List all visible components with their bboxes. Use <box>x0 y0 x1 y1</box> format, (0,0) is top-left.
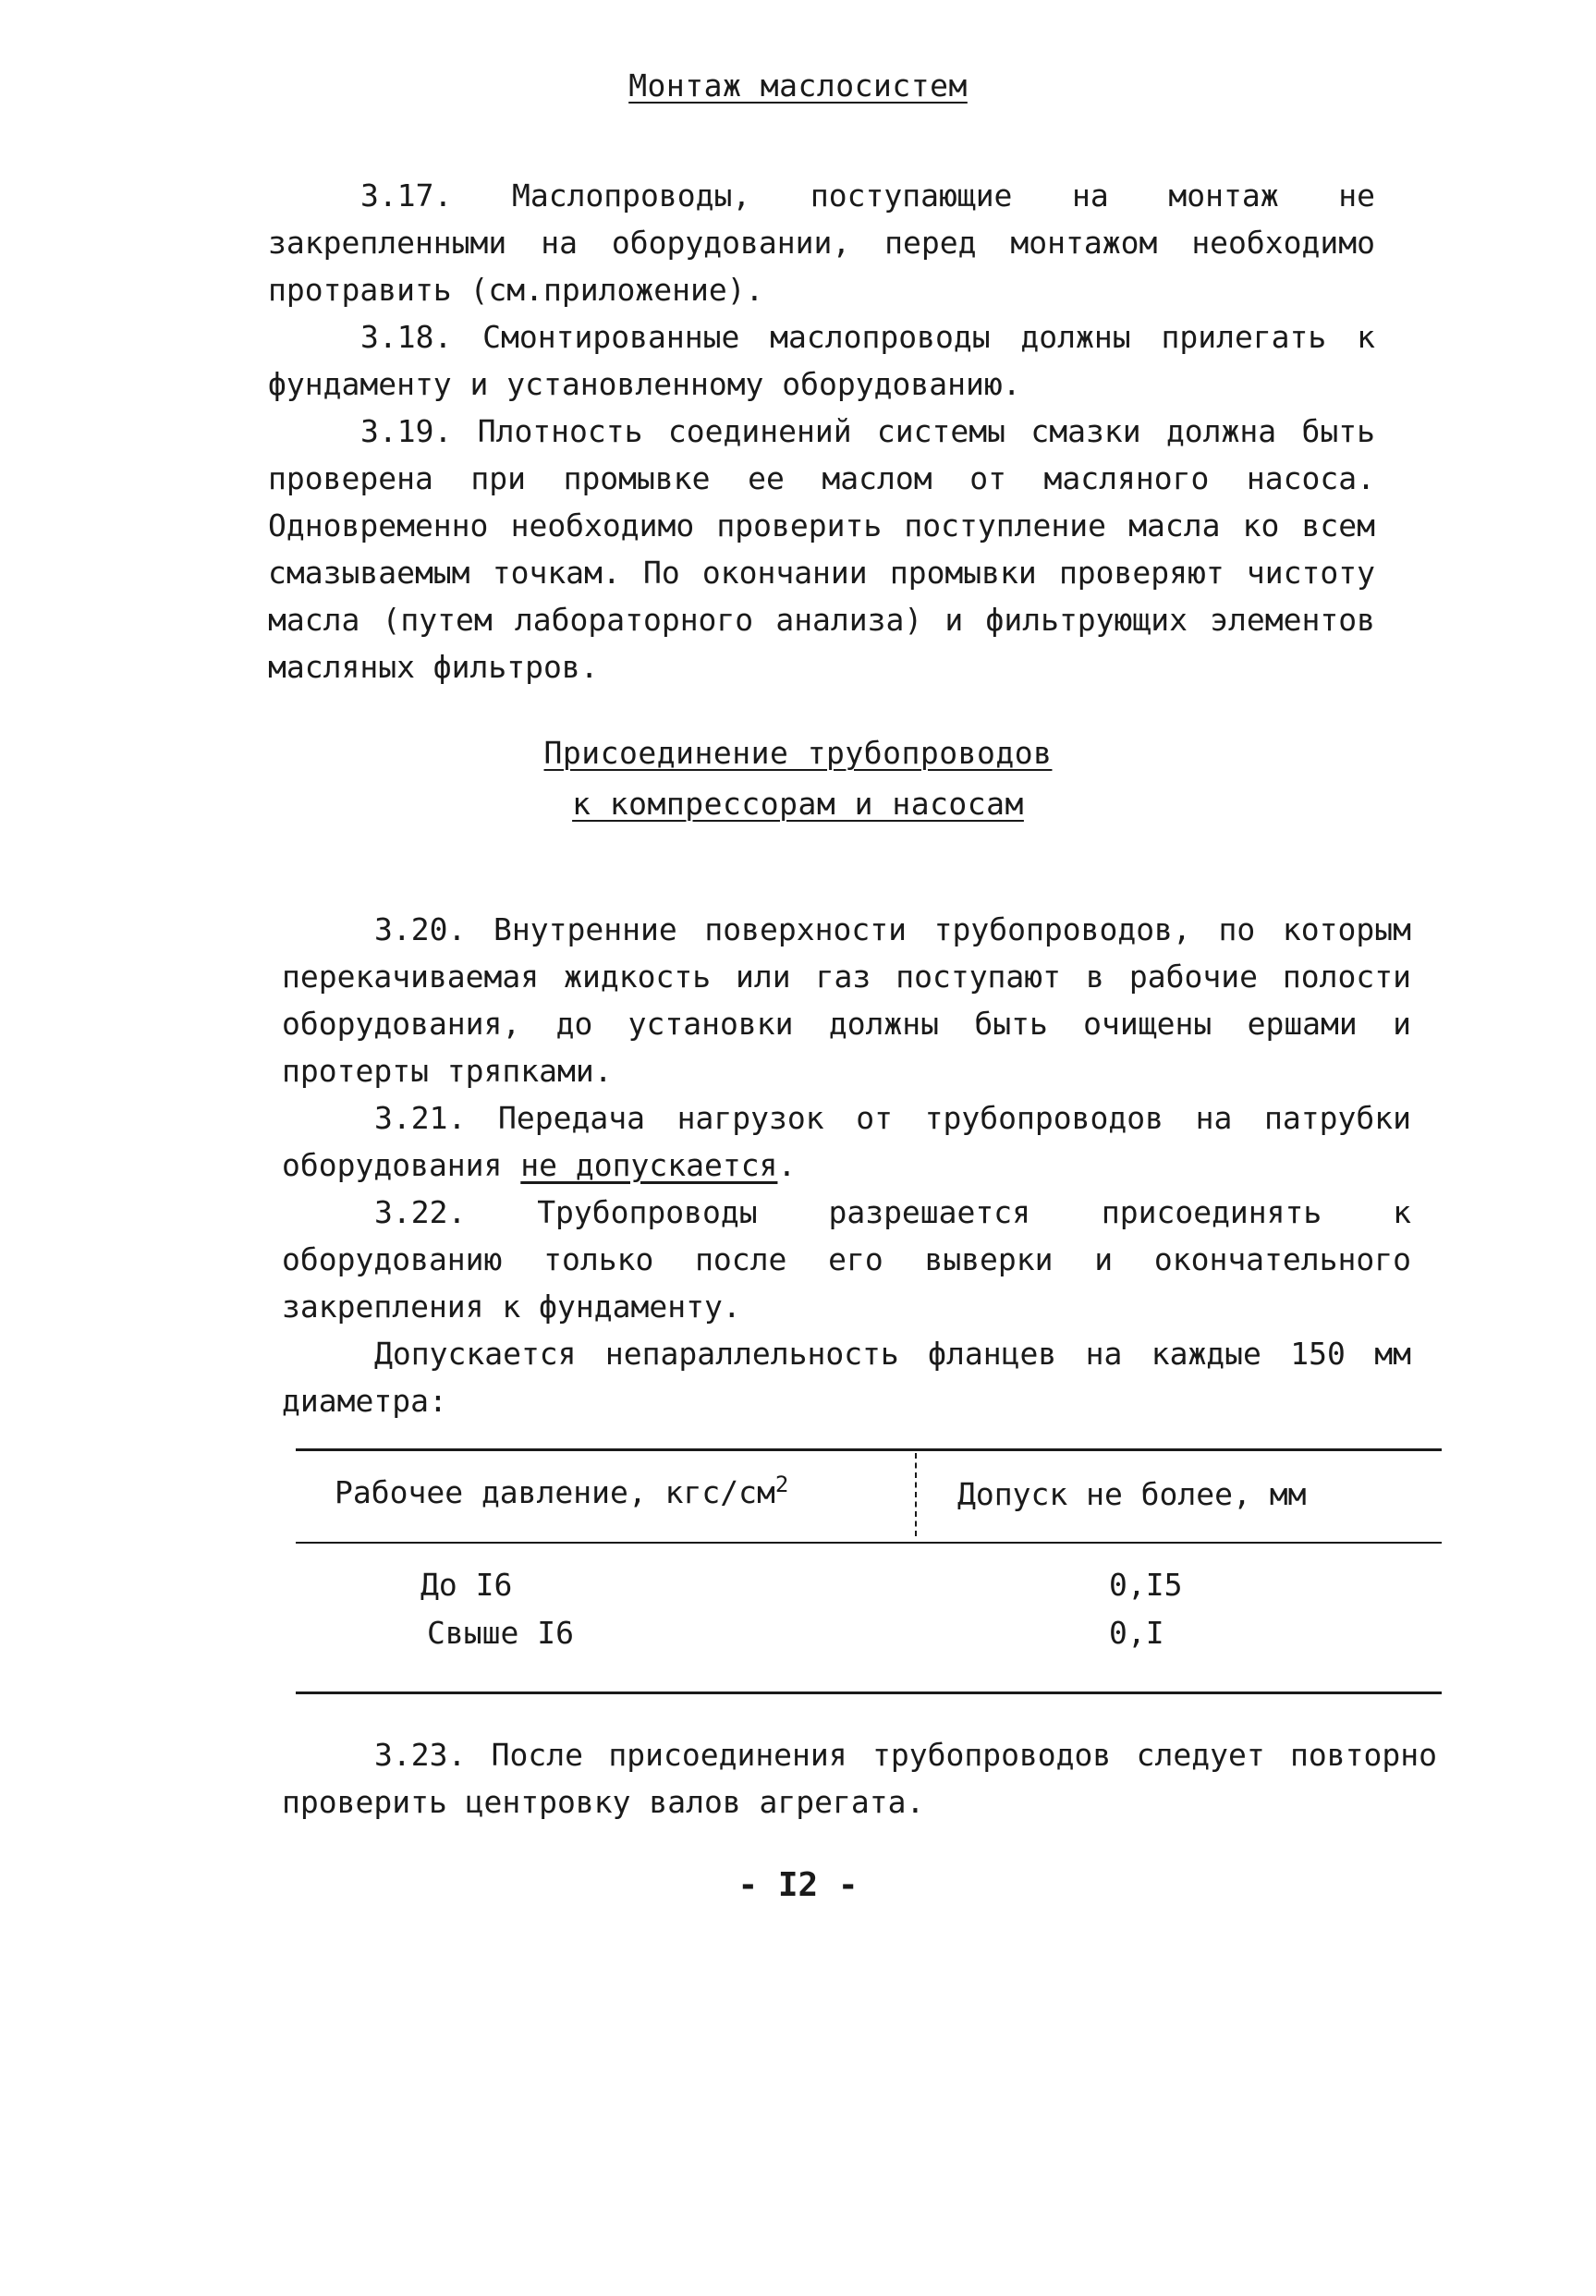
table-bottom-rule <box>296 1691 1442 1694</box>
section-heading-pipe-connection-line1 <box>0 730 1596 776</box>
paragraph-text: 3.23. После присоединения трубопроводов следует повторно проверить центровку валов агрегата. <box>282 1737 1437 1820</box>
paragraph-3-22 <box>282 1189 1411 1330</box>
table-cell-tolerance: 0,I5 <box>1109 1567 1183 1603</box>
paragraph-text: Допускается непараллельность фланцев на каждые 150 мм диаметра: <box>282 1336 1411 1419</box>
table-header-pressure-text: Рабочее давление, кгс/см <box>335 1474 775 1510</box>
paragraph-flange-tolerance <box>282 1330 1411 1424</box>
section-heading-text: Присоединение трубопроводов <box>543 735 1053 771</box>
paragraph-text: 3.18. Смонтированные маслопроводы должны прилегать к фундаменту и установленному оборудованию. <box>268 319 1375 402</box>
table-top-rule <box>296 1448 1442 1451</box>
paragraph-3-17 <box>268 172 1375 313</box>
table-header-pressure <box>335 1470 788 1516</box>
superscript: 2 <box>774 1472 789 1497</box>
paragraph-text: 3.22. Трубопроводы разрешается присоединять к оборудованию только после его выверки и окончательного закрепления к фундаменту. <box>282 1194 1411 1325</box>
section-heading-text: Монтаж маслосистем <box>628 67 968 104</box>
paragraph-3-19 <box>268 408 1375 690</box>
paragraph-3-18 <box>268 313 1375 408</box>
paragraph-text-end: . <box>777 1147 797 1183</box>
section-heading-oil-systems <box>0 63 1596 109</box>
table-column-separator <box>915 1453 917 1536</box>
table-cell-pressure: До I6 <box>420 1567 513 1603</box>
page-number: - I2 - <box>737 1866 859 1904</box>
paragraph-text: 3.21. Передача нагрузок от трубопроводов на патрубки оборудования <box>282 1100 1411 1183</box>
section-heading-pipe-connection-line2 <box>0 781 1596 827</box>
paragraph-3-20 <box>282 906 1411 1094</box>
table-header-tolerance: Допуск не более, мм <box>957 1476 1307 1512</box>
paragraph-text: 3.20. Внутренние поверхности трубопроводов, по которым перекачиваемая жидкость или газ поступают в рабочие полости оборудования, до установки должны быть очищены ершами и протерты тряпками. <box>282 911 1411 1089</box>
paragraph-3-21 <box>282 1094 1411 1189</box>
section-heading-text: к компрессорам и насосам <box>572 786 1024 822</box>
table-cell-tolerance: 0,I <box>1109 1615 1164 1651</box>
table-cell-pressure: Свыше I6 <box>427 1615 574 1651</box>
table-header-rule <box>296 1542 1442 1544</box>
paragraph-text: 3.17. Маслопроводы, поступающие на монтаж не закрепленными на оборудовании, перед монтажом необходимо протравить (см.приложение). <box>268 177 1375 308</box>
paragraph-text: 3.19. Плотность соединений системы смазки должна быть проверена при промывке ее маслом от масляного насоса. Одновременно необходимо проверить поступление масла ко всем смазываемым точкам. По окончании промывки проверяют чистоту масла (путем лабораторного анализа) и фильтрующих элементов масляных фильтров. <box>268 413 1375 685</box>
paragraph-underlined-text: не допускается <box>520 1147 778 1183</box>
paragraph-3-23 <box>282 1731 1437 1826</box>
